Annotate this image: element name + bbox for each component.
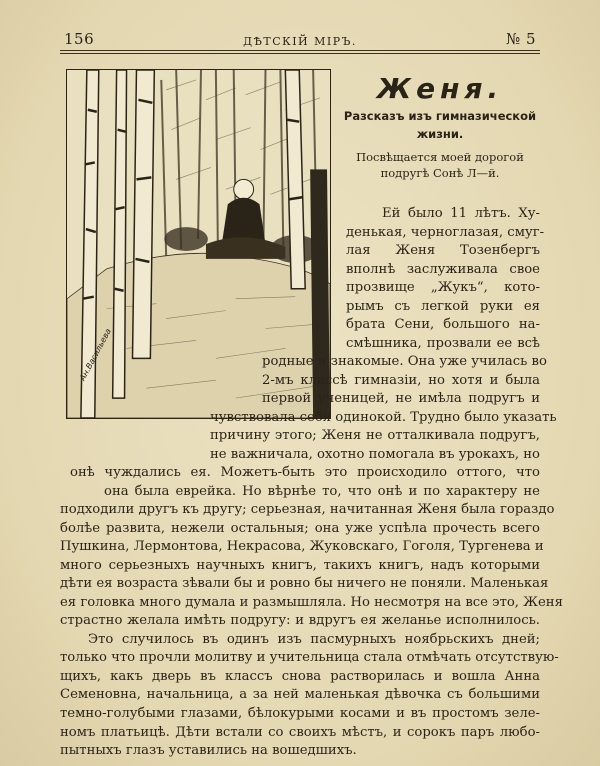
text-line: она была еврейка. Но вѣрнѣе то, что онѣ и по характеру не	[104, 483, 540, 499]
text-line: рымъ съ легкой руки ея	[346, 298, 540, 314]
text-line: подходили другъ къ другу; серьезная, начитанная Женя была гораздо	[60, 502, 555, 518]
text-line: щихъ, какъ дверь въ классъ снова растворилась и вошла Анна	[60, 668, 540, 684]
text-line: не важничала, охотно помогала въ урокахъ, но	[210, 446, 540, 462]
subtitle-line: Разсказъ изъ гимназической	[343, 109, 537, 123]
header-rule-top	[60, 50, 540, 51]
text-line: страстно желала имѣть подругу: и вдругъ ея желанье исполнилось.	[60, 613, 540, 629]
story-title: Женя.	[376, 72, 504, 105]
text-line: вполнѣ заслуживала свое	[346, 261, 540, 277]
illustrator-signature: Ан.Васильева	[78, 327, 113, 383]
text-line: 2-мъ классѣ гимназіи, но хотя и была	[262, 372, 540, 388]
dedication-line: подругѣ Сонѣ Л—й.	[380, 166, 500, 180]
text-line: болѣе развита, нежели остальныя; она уже успѣла прочесть всего	[60, 520, 540, 536]
text-line: прозвище „Жукъ“, кото-	[346, 280, 540, 296]
dedication-line: Посвѣщается моей дорогой	[356, 150, 524, 164]
text-line: ея головка много думала и размышляла. Но несмотря на все это, Женя	[60, 594, 563, 610]
header-rule-bottom	[60, 53, 540, 54]
text-line: чувствовала себя одинокой. Трудно было указать	[210, 409, 557, 425]
text-line: дѣти ея возраста зѣвали бы и ровно бы ничего не поняли. Маленькая	[60, 576, 549, 592]
journal-title: ДѢТСКІЙ МІРЪ.	[243, 35, 357, 48]
text-line: только что прочли молитву и учительница стала отмѣчать отсутствую-	[60, 650, 559, 666]
page-number: 156	[64, 30, 95, 48]
issue-number: № 5	[505, 30, 536, 48]
text-line: много серьезныхъ научныхъ книгъ, такихъ книгъ, надъ которыми	[60, 557, 540, 573]
text-line: Пушкина, Лермонтова, Некрасова, Жуковскаго, Гоголя, Тургенева и	[60, 539, 544, 555]
text-line: Ей было 11 лѣтъ. Ху-	[382, 206, 540, 221]
text-line: Это случилось въ одинъ изъ пасмурныхъ ноябрьскихъ дней;	[88, 631, 540, 647]
text-line: причину этого; Женя не отталкивала подругъ,	[210, 428, 540, 444]
dedication	[340, 149, 540, 181]
text-line: пытныхъ глазъ уставились на вошедшихъ.	[60, 743, 357, 758]
text-line: Семеновна, начальница, а за ней маленькая дѣвочка съ большими	[60, 687, 540, 703]
text-line: брата Сени, большого на-	[346, 317, 540, 333]
text-line: родные и знакомые. Она уже училась во	[262, 354, 547, 370]
text-line: первой ученицей, не имѣла подругъ и	[262, 391, 540, 407]
story-subtitle	[340, 107, 540, 143]
text-line: денькая, черноглазая, смуг-	[346, 224, 545, 240]
text-line: номъ платьицѣ. Дѣти встали со своихъ мѣстъ, и сорокъ паръ любо-	[60, 724, 540, 740]
text-line: темно-голубыми глазами, бѣлокурыми косами и въ простомъ зеле-	[60, 706, 540, 721]
text-line: онѣ чуждались ея. Можетъ-быть это происходило оттого, что	[70, 465, 540, 481]
text-line: смѣшника, прозвали ее всѣ	[346, 335, 540, 351]
subtitle-line: жизни.	[416, 127, 464, 141]
text-line: лая Женя Тозенбергъ	[346, 243, 540, 258]
